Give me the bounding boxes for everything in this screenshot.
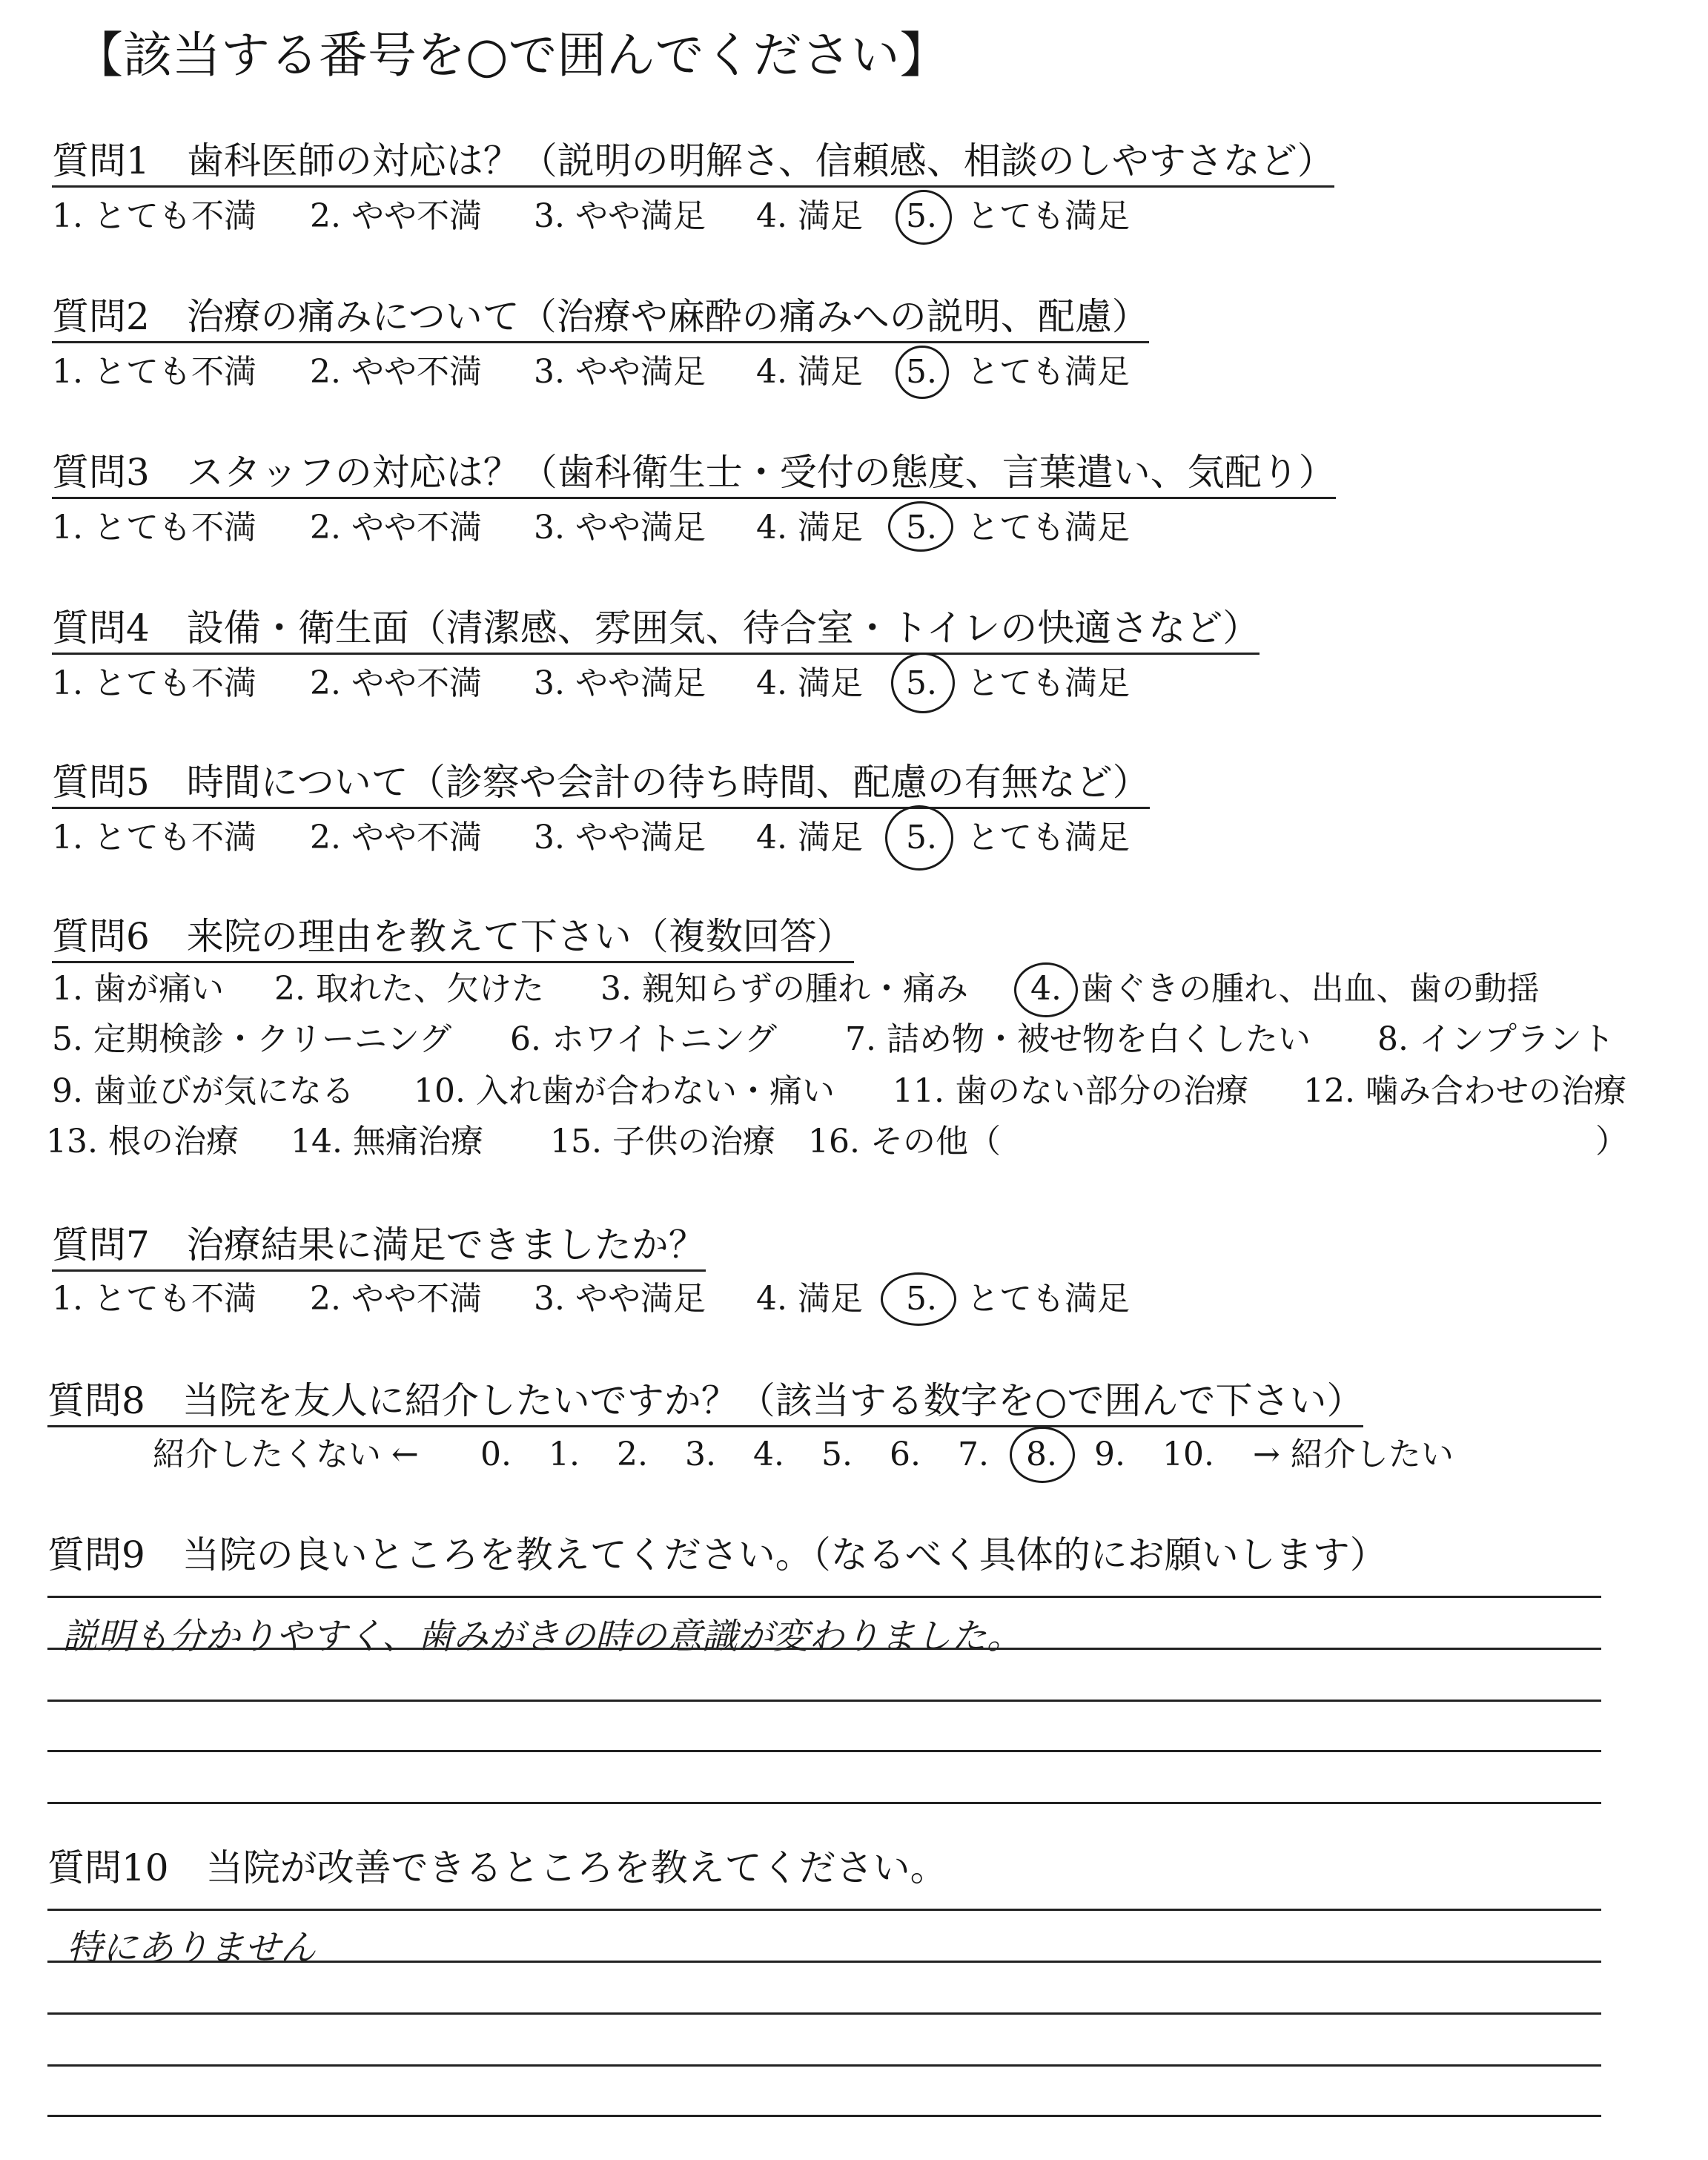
selection-circle xyxy=(1010,1427,1075,1483)
question-5-title: 質問5 時間について（診察や会計の待ち時間、配慮の有無など） xyxy=(52,764,1150,809)
option-5-label: とても満足 xyxy=(967,197,1130,235)
answer-line xyxy=(47,2012,1601,2015)
option-2[interactable]: 2. やや不満 xyxy=(310,509,482,546)
question-4-title: 質問4 設備・衛生面（清潔感、雰囲気、待合室・トイレの快適さなど） xyxy=(52,610,1260,655)
reason-option[interactable]: 10. 入れ歯が合わない・痛い xyxy=(414,1072,835,1110)
option-5-label: とても満足 xyxy=(967,1280,1130,1318)
question-2-options xyxy=(52,353,1312,393)
question-2-title: 質問2 治療の痛みについて（治療や麻酔の痛みへの説明、配慮） xyxy=(52,298,1149,343)
reason-option[interactable]: 14. 無痛治療 xyxy=(291,1123,483,1160)
option-4[interactable]: 4. 満足 xyxy=(756,664,863,702)
option-1[interactable]: 1. とても不満 xyxy=(52,664,256,702)
question-9-answer[interactable]: 説明も分かりやすく、歯みがきの時の意識が変わりました。 xyxy=(62,1616,1023,1657)
question-7-options xyxy=(52,1280,1312,1320)
option-3[interactable]: 3. やや満足 xyxy=(534,197,706,235)
reason-option[interactable]: 12. 噛み合わせの治療 xyxy=(1303,1072,1626,1110)
option-3[interactable]: 3. やや満足 xyxy=(534,509,706,546)
option-4[interactable]: 4. 満足 xyxy=(756,819,863,856)
score-option[interactable]: 3. xyxy=(685,1436,716,1473)
question-5-options xyxy=(52,819,1312,859)
option-1[interactable]: 1. とても不満 xyxy=(52,353,256,391)
selection-circle xyxy=(885,805,953,871)
answer-line xyxy=(47,2115,1601,2117)
score-option[interactable]: 6. xyxy=(890,1436,921,1473)
question-6-row-4 xyxy=(46,1123,1640,1163)
scale-left-label: 紹介したくない ← xyxy=(153,1436,419,1473)
option-5[interactable]: 5. xyxy=(906,509,937,546)
option-2[interactable]: 2. やや不満 xyxy=(310,664,482,702)
answer-line xyxy=(47,1961,1601,1963)
selection-circle xyxy=(896,346,949,399)
answer-line xyxy=(47,1750,1601,1752)
option-2[interactable]: 2. やや不満 xyxy=(310,197,482,235)
answer-line xyxy=(47,1596,1601,1598)
selection-circle xyxy=(891,653,955,713)
score-option[interactable]: 2. xyxy=(617,1436,648,1473)
answer-line xyxy=(47,1802,1601,1804)
reason-option[interactable]: 7. 詰め物・被せ物を白くしたい xyxy=(845,1020,1311,1058)
option-4[interactable]: 4. 満足 xyxy=(756,509,863,546)
option-3[interactable]: 3. やや満足 xyxy=(534,819,706,856)
selection-circle xyxy=(888,501,953,552)
reason-option[interactable]: 6. ホワイトニング xyxy=(510,1020,778,1058)
score-option[interactable]: 0. xyxy=(480,1436,512,1473)
selection-circle xyxy=(1014,962,1078,1017)
reason-option[interactable]: 9. 歯並びが気になる xyxy=(52,1072,354,1110)
option-3[interactable]: 3. やや満足 xyxy=(534,353,706,391)
option-5[interactable]: 5. xyxy=(906,197,937,235)
option-1[interactable]: 1. とても不満 xyxy=(52,509,256,546)
question-3-options xyxy=(52,509,1312,549)
answer-line xyxy=(47,1648,1601,1650)
option-2[interactable]: 2. やや不満 xyxy=(310,1280,482,1318)
score-option[interactable]: 7. xyxy=(958,1436,989,1473)
reason-option[interactable]: 13. 根の治療 xyxy=(46,1123,239,1160)
question-6-row-1 xyxy=(52,970,1646,1010)
question-6-row-2 xyxy=(52,1020,1646,1060)
question-6-title: 質問6 来院の理由を教えて下さい（複数回答） xyxy=(52,918,854,963)
score-option[interactable]: 1. xyxy=(549,1436,580,1473)
score-option[interactable]: 10. xyxy=(1162,1436,1214,1473)
selection-circle xyxy=(881,1272,956,1326)
option-5-label: とても満足 xyxy=(967,664,1130,702)
option-5[interactable]: 5. xyxy=(906,664,937,702)
reason-option[interactable]: 4. xyxy=(1030,970,1062,1008)
answer-line xyxy=(47,2064,1601,2067)
reason-option[interactable]: 5. 定期検診・クリーニング xyxy=(52,1020,452,1058)
selection-circle xyxy=(896,190,952,245)
option-4[interactable]: 4. 満足 xyxy=(756,197,863,235)
page-title: 【該当する番号を○で囲んでください】 xyxy=(74,27,949,84)
question-8-title: 質問8 当院を友人に紹介したいですか？（該当する数字を○で囲んで下さい） xyxy=(47,1382,1363,1427)
reason-option[interactable]: 11. 歯のない部分の治療 xyxy=(893,1072,1248,1110)
option-1[interactable]: 1. とても不満 xyxy=(52,1280,256,1318)
question-1-options xyxy=(52,197,1312,237)
answer-line xyxy=(47,1700,1601,1702)
option-3[interactable]: 3. やや満足 xyxy=(534,664,706,702)
option-2[interactable]: 2. やや不満 xyxy=(310,353,482,391)
option-1[interactable]: 1. とても不満 xyxy=(52,197,256,235)
option-4[interactable]: 4. 満足 xyxy=(756,353,863,391)
question-4-options xyxy=(52,664,1312,704)
reason-option-label: 歯ぐきの腫れ、出血、歯の動揺 xyxy=(1081,970,1540,1008)
question-1-title: 質問1 歯科医師の対応は？（説明の明解さ、信頼感、相談のしやすさなど） xyxy=(52,142,1334,188)
reason-option[interactable]: 3. 親知らずの腫れ・痛み xyxy=(600,970,968,1008)
question-6-row-3 xyxy=(52,1072,1646,1112)
answer-line xyxy=(47,1909,1601,1911)
option-5[interactable]: 5. xyxy=(906,1280,937,1318)
question-3-title: 質問3 スタッフの対応は？（歯科衛生士・受付の態度、言葉遣い、気配り） xyxy=(52,454,1336,499)
reason-option[interactable]: 2. 取れた、欠けた xyxy=(274,970,544,1008)
reason-option[interactable]: 8. インプラント xyxy=(1377,1020,1615,1058)
option-5-label: とても満足 xyxy=(967,509,1130,546)
question-7-title: 質問7 治療結果に満足できましたか？ xyxy=(52,1226,706,1272)
score-option[interactable]: 9. xyxy=(1094,1436,1125,1473)
question-10-title: 質問10 当院が改善できるところを教えてください。 xyxy=(47,1846,947,1889)
reason-option[interactable]: 15. 子供の治療 xyxy=(550,1123,775,1160)
option-1[interactable]: 1. とても不満 xyxy=(52,819,256,856)
option-5[interactable]: 5. xyxy=(906,819,937,856)
reason-option-other[interactable]: 16. その他（ xyxy=(808,1123,1001,1160)
option-4[interactable]: 4. 満足 xyxy=(756,1280,863,1318)
score-option[interactable]: 8. xyxy=(1026,1436,1057,1473)
option-5[interactable]: 5. xyxy=(906,353,937,391)
question-9-title: 質問9 当院の良いところを教えてください。（なるべく具体的にお願いします） xyxy=(47,1533,1387,1576)
option-5-label: とても満足 xyxy=(967,819,1130,856)
option-5-label: とても満足 xyxy=(967,353,1130,391)
reason-option-other-close: ） xyxy=(1595,1123,1628,1160)
question-8-scale xyxy=(153,1436,1487,1476)
option-2[interactable]: 2. やや不満 xyxy=(310,819,482,856)
scale-right-label: → 紹介したい xyxy=(1253,1436,1454,1473)
question-10-answer[interactable]: 特にありません xyxy=(67,1927,317,1969)
reason-option[interactable]: 1. 歯が痛い xyxy=(52,970,224,1008)
score-option[interactable]: 4. xyxy=(753,1436,784,1473)
score-option[interactable]: 5. xyxy=(821,1436,853,1473)
option-3[interactable]: 3. やや満足 xyxy=(534,1280,706,1318)
